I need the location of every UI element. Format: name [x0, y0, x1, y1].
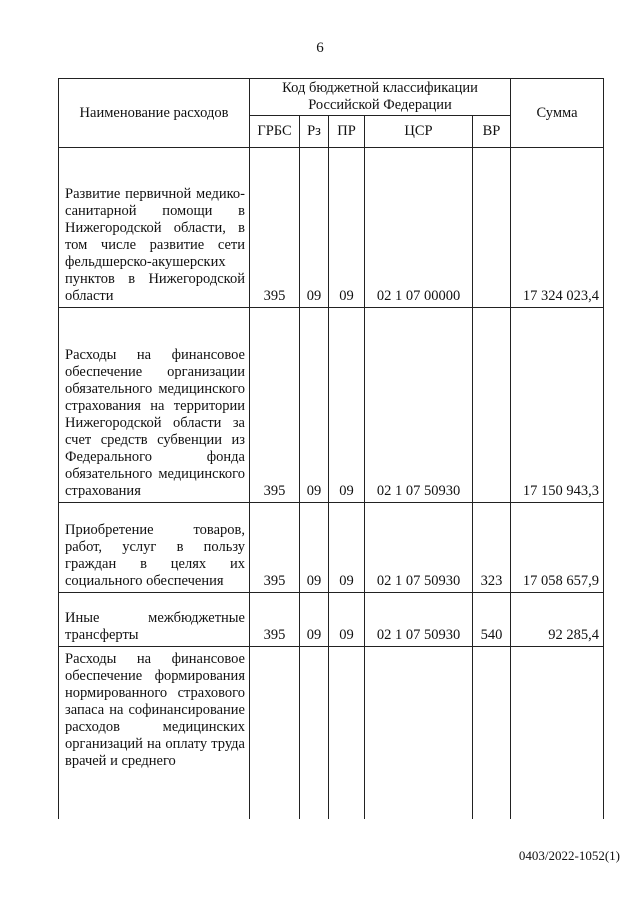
row-grbs: 395 [250, 503, 300, 593]
row-grbs: 395 [250, 308, 300, 503]
row-csr: 02 1 07 50930 [365, 593, 473, 647]
table-row [59, 308, 604, 503]
budget-table [58, 78, 604, 819]
row-pr: 09 [329, 503, 365, 593]
header-code-group: Код бюджетной классификации Российской Федерации [250, 79, 511, 116]
row-rz: 09 [300, 593, 329, 647]
page-number: 6 [316, 40, 324, 56]
row-name: Расходы на финансовое обеспечение формирования нормированного страхового запаса на софинансирование расходов медицинских организаций на оплату труда врачей и среднего [59, 647, 250, 819]
row-name: Иные межбюджетные трансферты [59, 593, 250, 647]
table-row [59, 148, 604, 308]
row-pr: 09 [329, 593, 365, 647]
row-vr [473, 647, 511, 819]
row-rz [300, 647, 329, 819]
header-grbs: ГРБС [250, 116, 300, 148]
row-sum: 17 150 943,3 [511, 308, 604, 503]
row-pr [329, 647, 365, 819]
header-sum: Сумма [511, 79, 604, 148]
row-name: Развитие первичной медико-санитарной помощи в Нижегородской области, в том числе развитие сети фельдшерско-акушерских пунктов в Нижегородской области [59, 148, 250, 308]
row-sum [511, 647, 604, 819]
row-vr: 323 [473, 503, 511, 593]
header-pr: ПР [329, 116, 365, 148]
table-row [59, 503, 604, 593]
row-rz: 09 [300, 503, 329, 593]
row-vr [473, 148, 511, 308]
row-grbs: 395 [250, 148, 300, 308]
row-csr: 02 1 07 50930 [365, 503, 473, 593]
header-vr: ВР [473, 116, 511, 148]
header-name: Наименование расходов [59, 79, 250, 148]
row-vr: 540 [473, 593, 511, 647]
table-header [59, 79, 604, 148]
row-name: Приобретение товаров, работ, услуг в пользу граждан в целях их социального обеспечения [59, 503, 250, 593]
row-grbs: 395 [250, 593, 300, 647]
row-csr: 02 1 07 00000 [365, 148, 473, 308]
row-csr [365, 647, 473, 819]
row-rz: 09 [300, 308, 329, 503]
table-row [59, 593, 604, 647]
header-csr: ЦСР [365, 116, 473, 148]
row-csr: 02 1 07 50930 [365, 308, 473, 503]
row-sum: 17 058 657,9 [511, 503, 604, 593]
row-sum: 92 285,4 [511, 593, 604, 647]
row-grbs [250, 647, 300, 819]
row-pr: 09 [329, 148, 365, 308]
document-code: 0403/2022-1052(1) [518, 848, 620, 863]
row-name: Расходы на финансовое обеспечение организации обязательного медицинского страхования на территории Нижегородской области за счет средств субвенции из Федерального фонда обязательного медицинского страхования [59, 308, 250, 503]
row-rz: 09 [300, 148, 329, 308]
table-row [59, 647, 604, 819]
row-pr: 09 [329, 308, 365, 503]
row-sum: 17 324 023,4 [511, 148, 604, 308]
row-vr [473, 308, 511, 503]
header-rz: Рз [300, 116, 329, 148]
